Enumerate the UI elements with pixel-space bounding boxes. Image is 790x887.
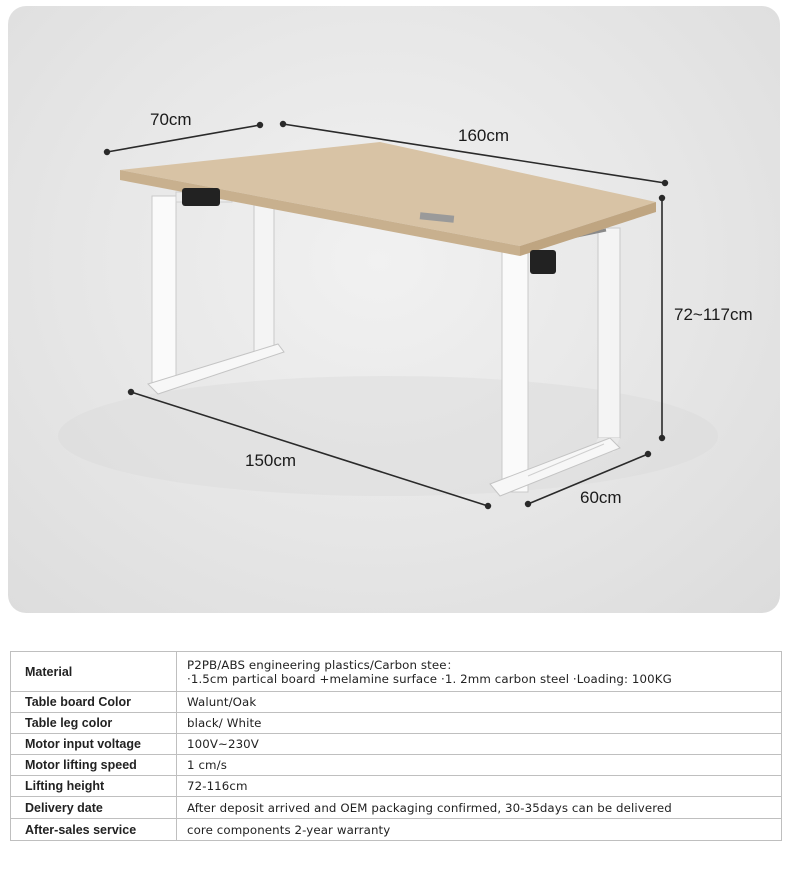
- table-row: [11, 734, 782, 755]
- spec-value-line: P2PB/ABS engineering plastics/Carbon stee：: [187, 657, 459, 672]
- spec-value: 100V~230V: [177, 734, 782, 755]
- table-row: [11, 819, 782, 841]
- spec-label: Table board Color: [11, 692, 177, 713]
- height-label: 72~117cm: [674, 305, 753, 324]
- spec-value: After deposit arrived and OEM packaging confirmed, 30-35days can be delivered: [177, 797, 782, 819]
- spec-value: [177, 652, 782, 692]
- spec-label: Lifting height: [11, 776, 177, 797]
- back-left-leg: [254, 202, 274, 352]
- table-row: [11, 776, 782, 797]
- table-row: [11, 713, 782, 734]
- table-row: [11, 755, 782, 776]
- spec-label: After-sales service: [11, 819, 177, 841]
- spec-value: 1 cm/s: [177, 755, 782, 776]
- spec-value: core components 2-year warranty: [177, 819, 782, 841]
- spec-value: 72-116cm: [177, 776, 782, 797]
- width-top-label: 70cm: [150, 110, 192, 129]
- length-base-label: 150cm: [245, 451, 297, 470]
- product-photo-panel: [8, 6, 780, 613]
- spec-value: black/ White: [177, 713, 782, 734]
- standing-desk-illustration: [8, 6, 780, 613]
- table-row: [11, 652, 782, 692]
- width-base-label: 60cm: [580, 488, 622, 507]
- spec-label: Table leg color: [11, 713, 177, 734]
- length-top-label: 160cm: [458, 126, 510, 145]
- spec-label: Material: [11, 652, 177, 692]
- spec-label: Delivery date: [11, 797, 177, 819]
- spec-value: Walunt/Oak: [177, 692, 782, 713]
- motor-left: [182, 188, 220, 206]
- table-row: [11, 692, 782, 713]
- table-row: [11, 797, 782, 819]
- spec-value-line: ·1.5cm partical board +melamine surface ·1. 2mm carbon steel ·Loading: 100KG: [187, 671, 672, 686]
- spec-table: [10, 651, 782, 841]
- motor-right: [530, 250, 556, 274]
- spec-label: Motor lifting speed: [11, 755, 177, 776]
- spec-label: Motor input voltage: [11, 734, 177, 755]
